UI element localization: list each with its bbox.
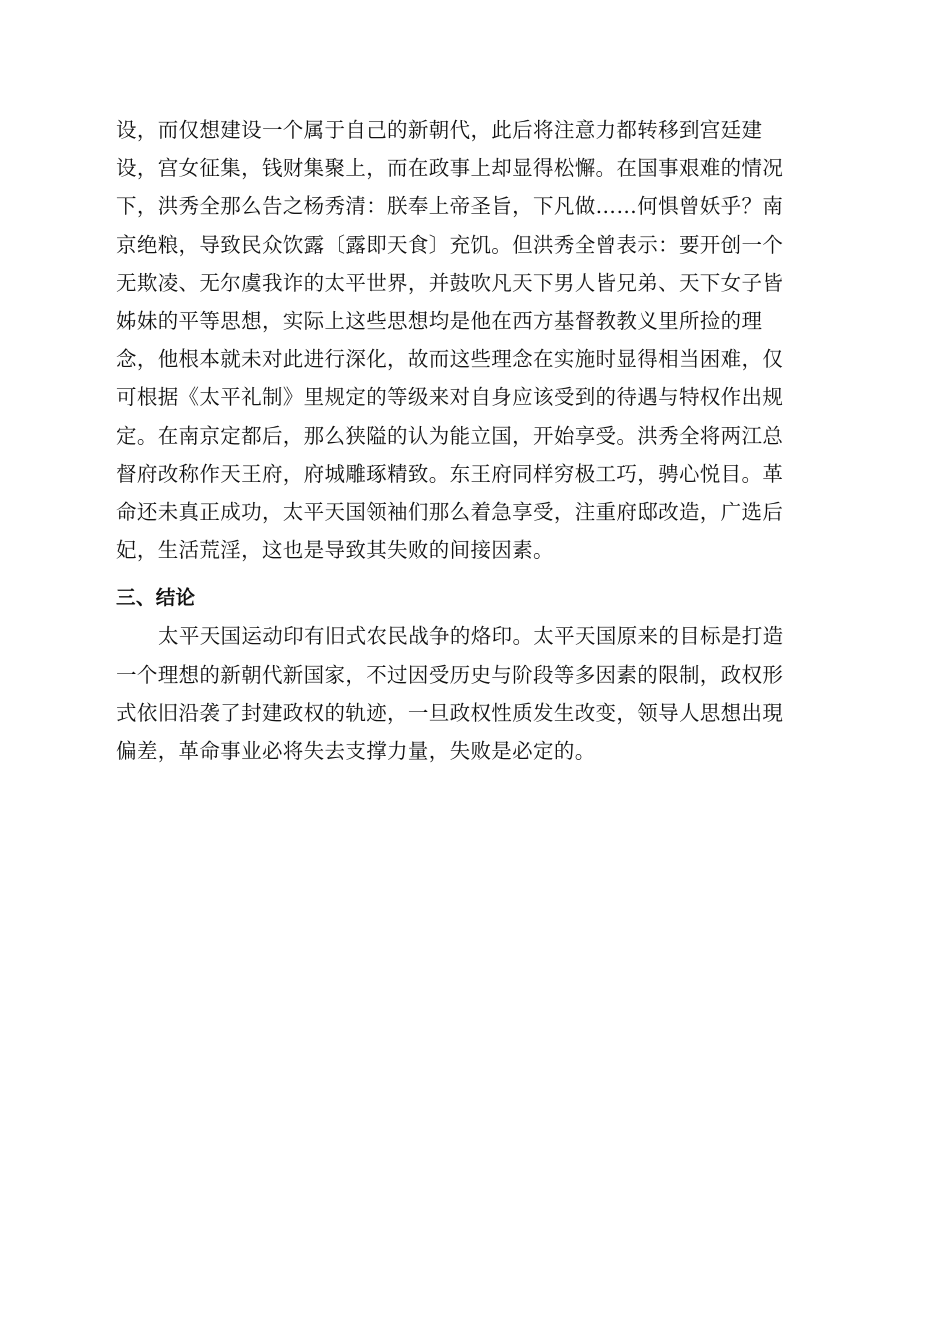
text-line: 督府改称作天王府，府城雕琢精致。东王府同样穷极工巧，骋心悦目。革: [116, 461, 784, 486]
text-line: 无欺凌、无尔虞我诈的太平世界，并鼓吹凡天下男人皆兄弟、天下女子皆: [116, 270, 784, 295]
section-heading: 三、结论: [116, 586, 196, 610]
paragraph-continued: [116, 111, 832, 569]
text-line: 姊妹的平等思想，实际上这些思想均是他在西方基督教教义里所捡的理: [116, 308, 763, 333]
document-body: [116, 111, 832, 770]
text-line: 一个理想的新朝代新国家，不过因受历史与阶段等多因素的限制，政权形: [116, 662, 784, 687]
text-line: 定。在南京定都后，那么狭隘的认为能立国，开始享受。洪秀全将两江总: [116, 423, 784, 448]
text-line: 设，而仅想建设一个属于自己的新朝代，此后将注意力都转移到宫廷建: [116, 118, 763, 142]
text-line: 太平天国运动印有旧式农民战争的烙印。太平天国原来的目标是打造: [158, 624, 784, 649]
text-line: 设，宫女征集，钱财集聚上，而在政事上却显得松懈。在国事艰难的情况: [116, 156, 784, 181]
text-line: 命还未真正成功，太平天国领袖们那么着急享受，注重府邸改造，广选后: [116, 499, 784, 524]
text-line: 京绝粮，导致民众饮露〔露即天食〕充饥。但洪秀全曾表示：要开创一个: [116, 232, 784, 257]
text-line: 偏差，革命事业必将失去支撑力量，失败是必定的。: [116, 739, 596, 763]
text-line: 下，洪秀全那么告之杨秀清：朕奉上帝圣旨，下凡做……何惧曾妖乎？南: [116, 194, 784, 219]
text-line: 式依旧沿袭了封建政权的轨迹，一旦政权性质发生改变，领导人思想出現: [116, 700, 784, 725]
text-line: 妃，生活荒淫，这也是导致其失败的间接因素。: [116, 538, 554, 563]
text-line: 可根据《太平礼制》里规定的等级来对自身应该受到的待遇与特权作出规: [116, 385, 784, 410]
text-line: 念，他根本就未对此进行深化，故而这些理念在实施时显得相当困难，仅: [116, 347, 784, 372]
paragraph-conclusion: [116, 617, 832, 770]
